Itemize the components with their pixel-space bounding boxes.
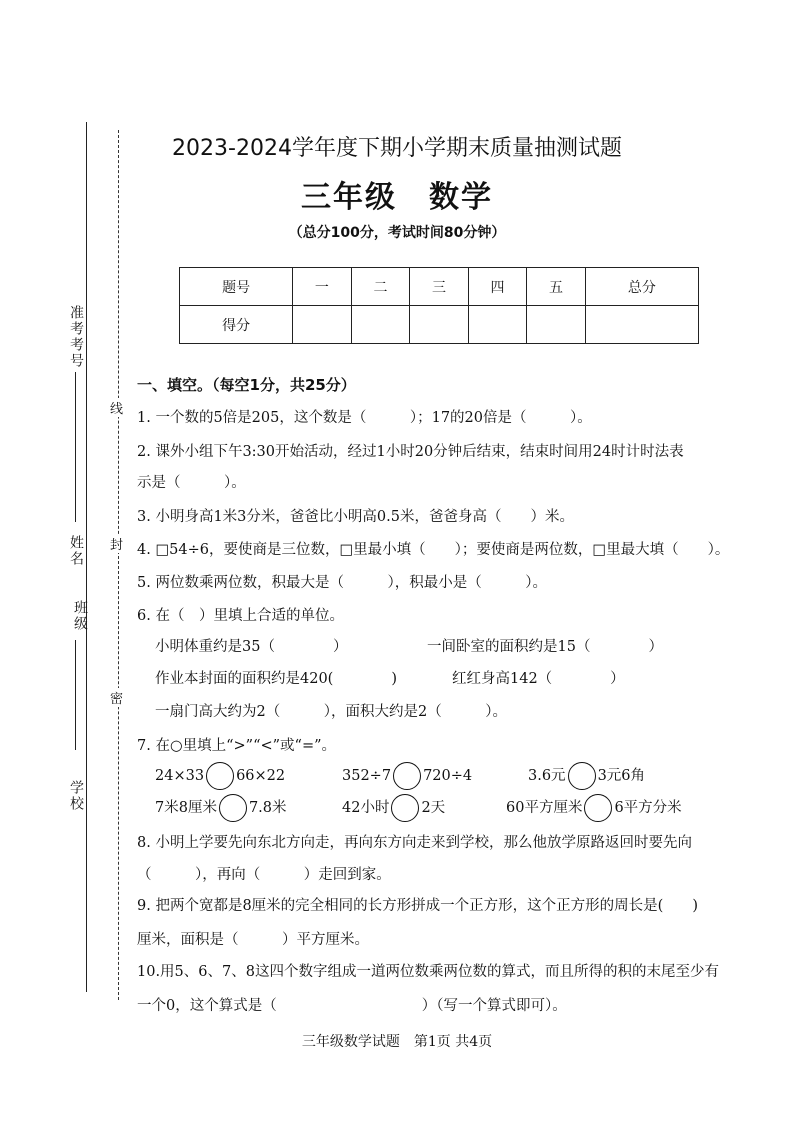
comparison-right: 3元6角 bbox=[597, 768, 646, 784]
exam-note: （总分100分，考试时间80分钟） bbox=[288, 225, 506, 241]
comparison-left: 24×33 bbox=[155, 768, 205, 784]
comparison-right: 720÷4 bbox=[423, 768, 473, 784]
answer-circle[interactable] bbox=[206, 762, 234, 790]
answer-circle[interactable] bbox=[393, 762, 421, 790]
question-8-line1: 8. 小明上学要先向东北方向走，再向东方向走来到学校，那么他放学原路返回时要先向 bbox=[137, 835, 692, 851]
question-8-line2: （ ），再向（ ）走回到家。 bbox=[137, 867, 391, 883]
score-table-cell: 五 bbox=[527, 268, 586, 306]
binding-solid-line bbox=[86, 122, 87, 992]
name-label: 姓名 bbox=[68, 535, 84, 567]
section-title: 一、填空。（每空1分，共25分） bbox=[137, 376, 356, 394]
question-7: 7. 在○里填上“>”“<”或“=”。 bbox=[137, 738, 337, 754]
comparison-left: 352÷7 bbox=[342, 768, 392, 784]
answer-circle[interactable] bbox=[391, 794, 419, 822]
comparison-item bbox=[342, 762, 472, 790]
binding-mark-line: 线 bbox=[110, 398, 123, 417]
comparison-right: 6平方分米 bbox=[614, 800, 682, 816]
name-blank bbox=[75, 640, 76, 750]
answer-circle[interactable] bbox=[568, 762, 596, 790]
comparison-item bbox=[155, 762, 285, 790]
score-table-cell: 题号 bbox=[180, 268, 293, 306]
question-6e: 一扇门高大约为2（ ），面积大约是2（ ）。 bbox=[155, 704, 507, 720]
score-table-cell: 四 bbox=[468, 268, 527, 306]
question-2-line2: 示是（ ）。 bbox=[137, 475, 246, 491]
question-2-line1: 2. 课外小组下午3:30开始活动，经过1小时20分钟后结束，结束时间用24时计时法表 bbox=[137, 444, 684, 460]
comparison-left: 7米8厘米 bbox=[155, 800, 217, 816]
score-table bbox=[179, 267, 699, 344]
comparison-right: 66×22 bbox=[236, 768, 286, 784]
comparison-item bbox=[528, 762, 645, 790]
score-table-cell: 一 bbox=[293, 268, 352, 306]
score-table-cell: 得分 bbox=[180, 306, 293, 344]
score-table-score-row bbox=[180, 306, 699, 344]
question-1: 1. 一个数的5倍是205，这个数是（ ）；17的20倍是（ ）。 bbox=[137, 410, 592, 426]
comparison-left: 60平方厘米 bbox=[506, 800, 583, 816]
page-footer: 三年级数学试题 第1页 共4页 bbox=[301, 1034, 493, 1050]
class-label: 班级 bbox=[72, 600, 88, 632]
question-6b: 一间卧室的面积约是15（ ） bbox=[427, 639, 663, 655]
score-input-cell[interactable] bbox=[527, 306, 586, 344]
exam-subtitle: 三年级 数学 bbox=[301, 180, 493, 215]
score-table-cell: 二 bbox=[351, 268, 410, 306]
binding-mark-secret: 密 bbox=[110, 688, 123, 707]
question-6c: 作业本封面的面积约是420( ) bbox=[155, 671, 397, 687]
score-input-cell[interactable] bbox=[410, 306, 469, 344]
comparison-item bbox=[506, 794, 682, 822]
comparison-right: 2天 bbox=[421, 800, 446, 816]
score-table-cell: 三 bbox=[410, 268, 469, 306]
question-10-line2: 一个0，这个算式是（ ）（写一个算式即可）。 bbox=[137, 998, 567, 1014]
binding-mark-seal: 封 bbox=[110, 534, 123, 553]
comparison-left: 3.6元 bbox=[528, 768, 566, 784]
exam-number-label: 准考考号 bbox=[68, 305, 84, 369]
question-4: 4. □54÷6，要使商是三位数，□里最小填（ ）；要使商是两位数，□里最大填（ ）。 bbox=[137, 542, 730, 558]
comparison-right: 7.8米 bbox=[248, 800, 287, 816]
score-table-cell: 总分 bbox=[585, 268, 698, 306]
answer-circle[interactable] bbox=[219, 794, 247, 822]
exam-title: 2023-2024学年度下期小学期末质量抽测试题 bbox=[172, 136, 622, 161]
question-10-line1: 10.用5、6、7、8这四个数字组成一道两位数乘两位数的算式，而且所得的积的末尾至少有 bbox=[137, 964, 719, 980]
question-6d: 红红身高142（ ） bbox=[452, 671, 625, 687]
score-input-cell[interactable] bbox=[585, 306, 698, 344]
question-3: 3. 小明身高1米3分米，爸爸比小明高0.5米，爸爸身高（ ）米。 bbox=[137, 509, 574, 525]
score-input-cell[interactable] bbox=[468, 306, 527, 344]
score-input-cell[interactable] bbox=[293, 306, 352, 344]
question-5: 5. 两位数乘两位数，积最大是（ ），积最小是（ ）。 bbox=[137, 575, 547, 591]
score-table-header-row bbox=[180, 268, 699, 306]
answer-circle[interactable] bbox=[584, 794, 612, 822]
question-9-line1: 9. 把两个宽都是8厘米的完全相同的长方形拼成一个正方形，这个正方形的周长是( ) bbox=[137, 898, 698, 914]
question-6: 6. 在（ ）里填上合适的单位。 bbox=[137, 608, 344, 624]
comparison-item bbox=[342, 794, 445, 822]
exam-number-blank bbox=[75, 372, 76, 522]
question-6a: 小明体重约是35（ ） bbox=[155, 639, 348, 655]
school-label: 学校 bbox=[68, 780, 84, 812]
score-input-cell[interactable] bbox=[351, 306, 410, 344]
question-9-line2: 厘米，面积是（ ）平方厘米。 bbox=[137, 932, 369, 948]
comparison-item bbox=[155, 794, 287, 822]
binding-dashed-line bbox=[118, 130, 119, 1000]
comparison-left: 42小时 bbox=[342, 800, 390, 816]
